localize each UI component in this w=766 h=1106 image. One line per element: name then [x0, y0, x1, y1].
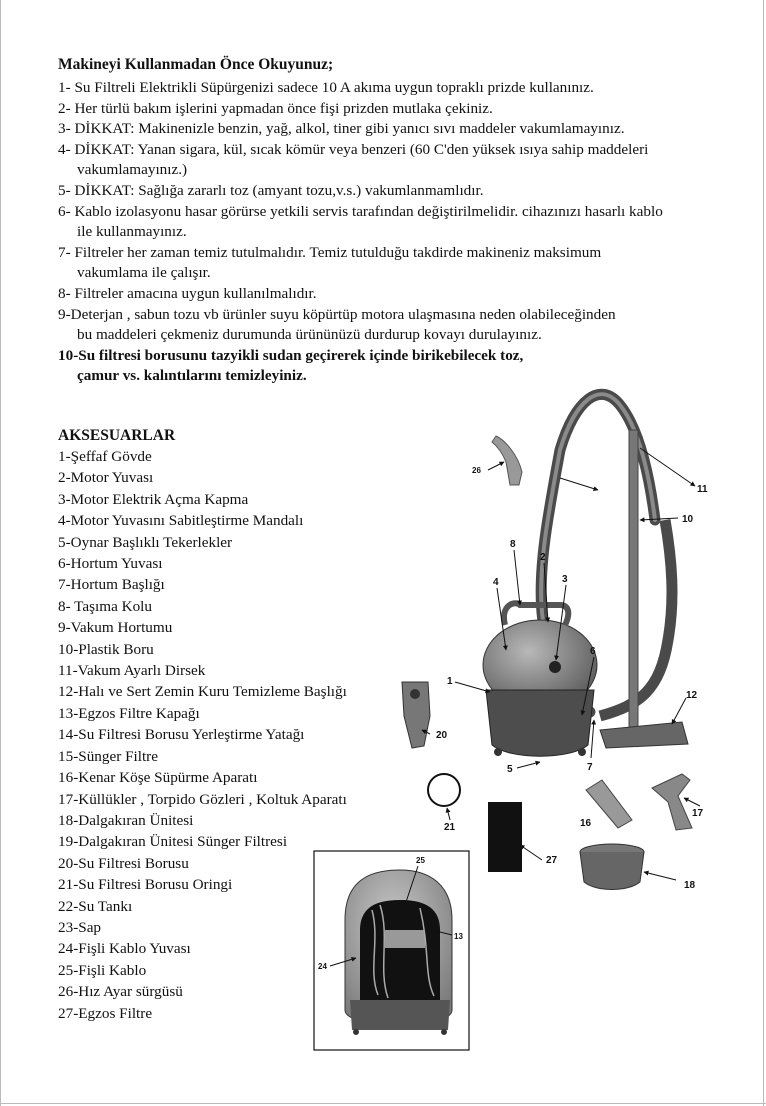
- accessory-item: 14-Su Filtresi Borusu Yerleştirme Yatağı: [58, 726, 305, 744]
- accessory-item: 4-Motor Yuvasını Sabitleştirme Mandalı: [58, 512, 304, 530]
- accessory-item: 17-Küllükler , Torpido Gözleri , Koltuk Aparatı: [58, 790, 347, 808]
- o-ring: [428, 774, 460, 806]
- label-17: 17: [692, 808, 704, 819]
- accessory-item: 20-Su Filtresi Borusu: [58, 854, 189, 872]
- accessory-item: 26-Hız Ayar sürgüsü: [58, 983, 183, 1001]
- accessory-item: 13-Egzos Filtre Kapağı: [58, 704, 200, 722]
- label-26: 26: [472, 466, 481, 475]
- accessory-item: 25-Fişli Kablo: [58, 961, 147, 979]
- warning-item: 2- Her türlü bakım işlerini yapmadan önce fişi prizden mutlaka çekiniz.: [58, 99, 493, 117]
- accessory-item: 3-Motor Elektrik Açma Kapma: [58, 490, 249, 508]
- warning-item: 6- Kablo izolasyonu hasar görürse yetkili servis tarafından değiştirilmelidir. cihazınızı hasarlı kablo ile kullanmayınız.: [58, 202, 663, 241]
- warning-item: 7- Filtreler her zaman temiz tutulmalıdır. Temiz tutulduğu takdirde makineniz maksimum vakumlama ile çalışır.: [58, 243, 602, 282]
- accessory-item: 9-Vakum Hortumu: [58, 619, 173, 637]
- label-7: 7: [587, 762, 593, 773]
- accessory-item: 5-Oynar Başlıklı Tekerlekler: [58, 533, 233, 551]
- label-5: 5: [507, 764, 513, 775]
- label-10: 10: [682, 514, 694, 525]
- accessory-item: 24-Fişli Kablo Yuvası: [58, 940, 191, 958]
- accessory-item: 10-Plastik Boru: [58, 640, 154, 658]
- warning-item: 4- DİKKAT: Yanan sigara, kül, sıcak kömür veya benzeri (60 C'den yüksek ısıya sahip maddeleri vakumlamayınız.): [58, 140, 649, 179]
- accessory-item: 12-Halı ve Sert Zemin Kuru Temizleme Başlığı: [58, 683, 347, 701]
- vacuum-body: [483, 603, 597, 756]
- warning-item: 8- Filtreler amacına uygun kullanılmalıdır.: [58, 284, 317, 302]
- label-21: 21: [444, 822, 456, 833]
- label-13: 13: [454, 932, 463, 941]
- label-20: 20: [436, 730, 448, 741]
- accessory-item: 8- Taşıma Kolu: [58, 597, 152, 615]
- warning-item: 10-Su filtresi borusunu tazyikli sudan geçirerek içinde birikebilecek toz, çamur vs. kalıntılarını temizleyiniz.: [58, 346, 524, 385]
- inset-vacuum-interior: [345, 870, 452, 1035]
- wave-breaker-unit: [580, 844, 644, 890]
- warning-item: 1- Su Filtreli Elektrikli Süpürgenizi sadece 10 A akıma uygun topraklı prizde kullanınız.: [58, 79, 594, 96]
- accessory-item: 21-Su Filtresi Borusu Oringi: [58, 876, 233, 894]
- accessory-item: 27-Egzos Filtre: [58, 1004, 153, 1022]
- accessory-item: 16-Kenar Köşe Süpürme Aparatı: [58, 769, 258, 787]
- accessory-item: 23-Sap: [58, 918, 102, 936]
- speed-slider-part: [472, 436, 522, 485]
- upholstery-nozzle: [652, 774, 692, 830]
- accessory-item: 18-Dalgakıran Ünitesi: [58, 811, 194, 829]
- accessories-title: AKSESUARLAR: [58, 427, 176, 444]
- warning-item: 9-Deterjan , sabun tozu vb ürünler suyu köpürtüp motora ulaşmasına neden olabileceğinden bu maddeleri çekmeniz durumunda ürününüzü durdurup kovayı durulayınız.: [58, 305, 616, 344]
- exhaust-filter: [488, 802, 522, 872]
- label-25: 25: [416, 856, 425, 865]
- accessory-item: 22-Su Tankı: [58, 897, 133, 915]
- label-2: 2: [540, 552, 546, 563]
- accessory-item: 6-Hortum Yuvası: [58, 555, 163, 573]
- accessory-item: 11-Vakum Ayarlı Dirsek: [58, 662, 206, 680]
- label-11: 11: [697, 484, 708, 495]
- label-24: 24: [318, 962, 327, 971]
- accessory-item: 19-Dalgakıran Ünitesi Sünger Filtresi: [58, 833, 288, 851]
- accessory-item: 2-Motor Yuvası: [58, 469, 154, 487]
- warning-item: 3- DİKKAT: Makinenizle benzin, yağ, alkol, tiner gibi yanıcı sıvı maddeler vakumlamayınız.: [58, 120, 625, 138]
- label-3: 3: [562, 574, 568, 585]
- label-27: 27: [546, 855, 558, 866]
- label-4: 4: [493, 577, 499, 588]
- label-12: 12: [686, 690, 698, 701]
- label-16: 16: [580, 818, 592, 829]
- accessory-item: 1-Şeffaf Gövde: [58, 448, 152, 465]
- crevice-nozzle: [586, 780, 632, 828]
- water-filter-pipe: [402, 682, 430, 748]
- label-6: 6: [590, 646, 596, 657]
- label-1: 1: [447, 676, 453, 687]
- label-18: 18: [684, 880, 696, 891]
- label-8: 8: [510, 539, 516, 550]
- warning-item: 5- DİKKAT: Sağlığa zararlı toz (amyant tozu,v.s.) vakumlanmamlıdır.: [58, 181, 484, 199]
- warnings-title: Makineyi Kullanmadan Önce Okuyunuz;: [58, 56, 334, 73]
- accessory-item: 7-Hortum Başlığı: [58, 576, 165, 594]
- accessory-item: 15-Sünger Filtre: [58, 747, 158, 765]
